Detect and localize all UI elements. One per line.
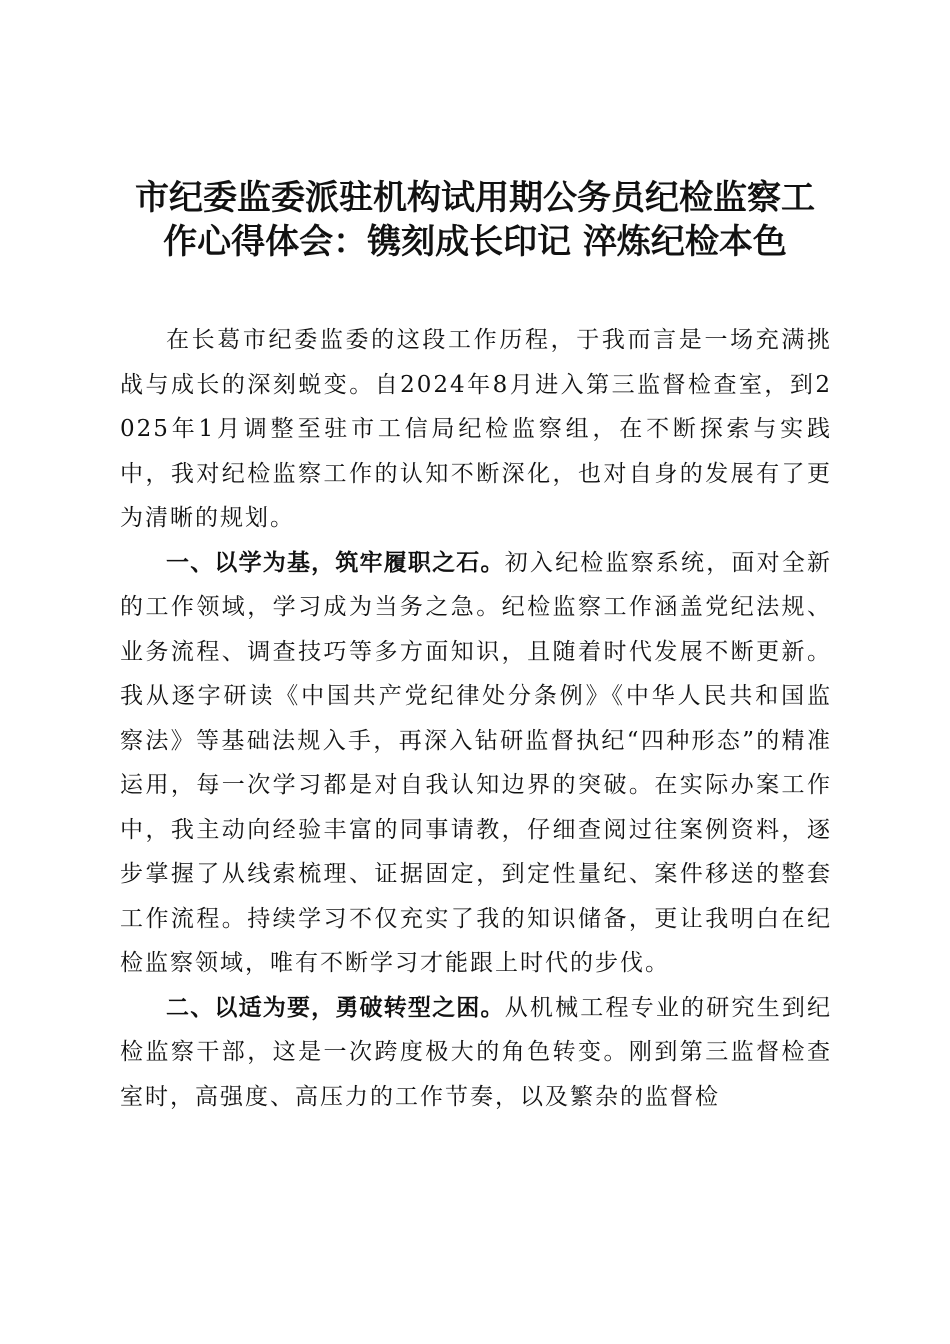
title-line-1: 市纪委监委派驻机构试用期公务员纪检监察工 (135, 178, 815, 218)
section-1-text: 初入纪检监察系统，面对全新的工作领域，学习成为当务之急。纪检监察工作涵盖党纪法规、业务流程、调查技巧等多方面知识，且随着时代发展不断更新。我从逐字研读《中国共产党纪律处分条例》《中华人民共和国监察法》等基础法规入手，再深入钻研监督执纪“四种形态”的精准运用，每一次学习都是对自我认知边界的突破。在实际办案工作中，我主动向经验丰富的同事请教，仔细查阅过往案例资料，逐步掌握了从线索梳理、证据固定，到定性量纪、案件移送的整套工作流程。持续学习不仅充实了我的知识储备，更让我明白在纪检监察领域，唯有不断学习才能跟上时代的步伐。 (120, 549, 833, 976)
section-2-heading: 二、以适为要，勇破转型之困。 (166, 994, 505, 1021)
section-2-text: 从机械工程专业的研究生到纪检监察干部，这是一次跨度极大的角色转变。刚到第三监督检查室时，高强度、高压力的工作节奏，以及繁杂的监督检 (120, 994, 833, 1110)
section-2-paragraph (120, 986, 832, 1120)
section-1-heading: 一、以学为基，筑牢履职之石。 (166, 549, 505, 576)
document-title (100, 176, 850, 264)
title-line-2: 作心得体会：镌刻成长印记 淬炼纪检本色 (163, 222, 787, 262)
section-1-paragraph (120, 541, 832, 986)
intro-paragraph: 在长葛市纪委监委的这段工作历程，于我而言是一场充满挑战与成长的深刻蜕变。自2024年8月进入第三监督检查室，到2025年1月调整至驻市工信局纪检监察组，在不断探索与实践中，我对纪检监察工作的认知不断深化，也对自身的发展有了更为清晰的规划。 (120, 327, 832, 531)
document-body (120, 318, 832, 1119)
